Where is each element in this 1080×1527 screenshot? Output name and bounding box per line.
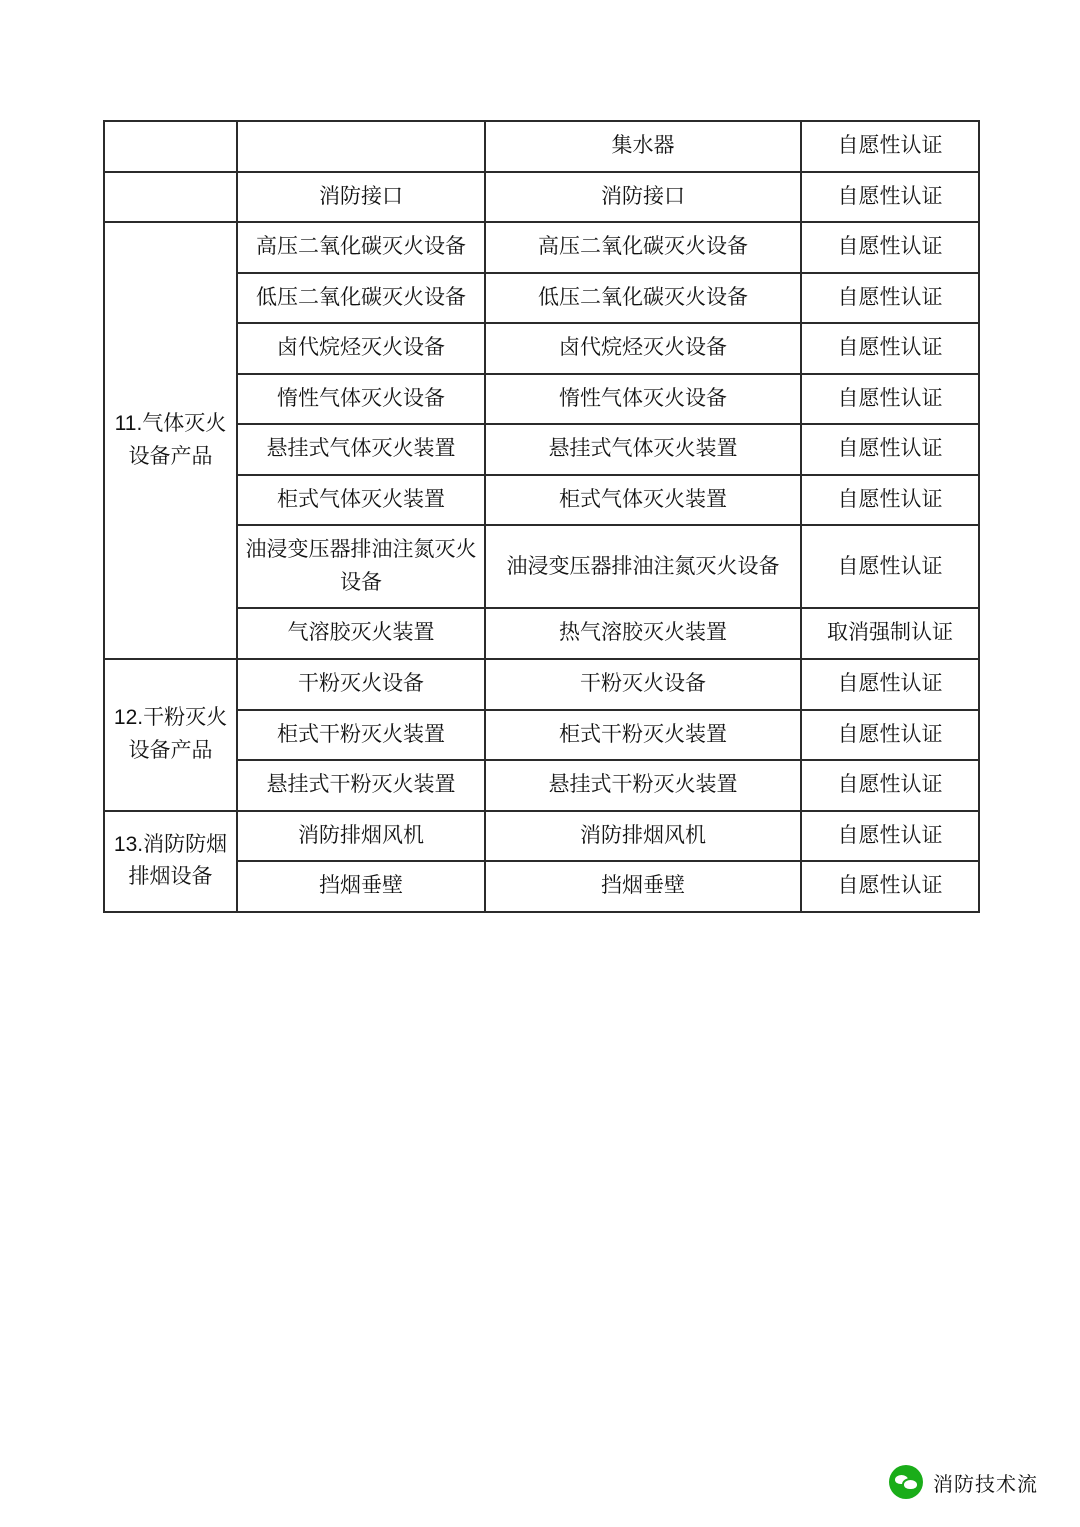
- product-spec-cell: [485, 374, 801, 425]
- product-spec-label: 卤代烷烃灭火设备: [559, 336, 727, 360]
- account-name-label: 消防技术流: [933, 1473, 1038, 1496]
- product-name-cell: [237, 222, 485, 273]
- certification-cell: [801, 861, 979, 912]
- product-spec-label: 油浸变压器排油注氮灭火设备: [506, 554, 780, 578]
- category-label: 11.气体灭火设备产品: [114, 412, 227, 468]
- product-spec-cell: [485, 811, 801, 862]
- wechat-logo-icon: [889, 1465, 923, 1499]
- product-spec-label: 集水器: [611, 134, 675, 157]
- product-name-cell: [237, 374, 485, 425]
- product-spec-label: 挡烟垂壁: [601, 874, 685, 898]
- product-name-cell: [237, 475, 485, 526]
- table-row: [104, 222, 979, 273]
- product-spec-cell: [485, 525, 801, 608]
- certification-cell: [801, 608, 979, 659]
- product-spec-label: 悬挂式干粉灭火装置: [548, 773, 738, 797]
- certification-label: 自愿性认证: [837, 672, 943, 696]
- product-spec-label: 柜式干粉灭火装置: [559, 722, 727, 746]
- product-name-cell: [237, 608, 485, 659]
- product-name-cell: [237, 121, 485, 172]
- certification-cell: [801, 323, 979, 374]
- product-spec-label: 惰性气体灭火设备: [559, 386, 727, 410]
- certification-label: 自愿性认证: [837, 487, 943, 511]
- product-name-label: 低压二氧化碳灭火设备: [256, 285, 466, 309]
- certification-label: 自愿性认证: [837, 386, 943, 410]
- product-name-cell: [237, 811, 485, 862]
- product-name-label: 干粉灭火设备: [298, 672, 424, 696]
- certification-cell: [801, 424, 979, 475]
- category-label: 12.干粉灭火设备产品: [113, 706, 228, 762]
- product-name-label: 柜式干粉灭火装置: [277, 722, 445, 746]
- product-name-cell: [237, 273, 485, 324]
- certification-cell: [801, 659, 979, 710]
- category-cell-gas-extinguishing: [104, 222, 237, 659]
- product-name-cell: [237, 323, 485, 374]
- product-spec-cell: [485, 861, 801, 912]
- product-name-label: 消防接口: [319, 184, 403, 208]
- product-name-label: 油浸变压器排油注氮灭火设备: [245, 538, 477, 594]
- certification-label: 自愿性认证: [837, 722, 943, 746]
- category-cell-smoke-control: [104, 811, 237, 912]
- product-spec-label: 干粉灭火设备: [580, 672, 706, 696]
- product-spec-cell: [485, 424, 801, 475]
- product-name-cell: [237, 172, 485, 223]
- certification-label: 自愿性认证: [837, 437, 943, 461]
- product-spec-cell: [485, 760, 801, 811]
- certification-label: 自愿性认证: [837, 823, 943, 847]
- wechat-account-badge: [889, 1465, 1038, 1499]
- table-row: [104, 811, 979, 862]
- product-spec-cell: [485, 659, 801, 710]
- certification-cell: [801, 222, 979, 273]
- certification-cell: [801, 811, 979, 862]
- certification-table: [103, 120, 980, 913]
- product-name-label: 气溶胶灭火装置: [287, 621, 435, 645]
- product-spec-cell: [485, 121, 801, 172]
- product-name-label: 悬挂式气体灭火装置: [266, 437, 456, 461]
- product-name-label: 挡烟垂壁: [319, 874, 403, 898]
- product-spec-label: 消防接口: [601, 184, 685, 208]
- certification-label: 自愿性认证: [837, 134, 943, 157]
- product-name-label: 柜式气体灭火装置: [277, 487, 445, 511]
- certification-label: 自愿性认证: [837, 336, 943, 360]
- table-row: [104, 659, 979, 710]
- certification-label: 自愿性认证: [837, 285, 943, 309]
- product-spec-cell: [485, 608, 801, 659]
- certification-cell: [801, 374, 979, 425]
- product-spec-cell: [485, 172, 801, 223]
- product-name-label: 卤代烷烃灭火设备: [277, 336, 445, 360]
- certification-cell: [801, 525, 979, 608]
- product-name-label: 高压二氧化碳灭火设备: [256, 235, 466, 259]
- certification-label: 自愿性认证: [837, 184, 943, 208]
- product-name-cell: [237, 659, 485, 710]
- table-row: [104, 121, 979, 172]
- certification-cell: [801, 121, 979, 172]
- certification-table-container: [103, 120, 978, 913]
- certification-label: 自愿性认证: [837, 773, 943, 797]
- product-name-label: 消防排烟风机: [298, 823, 424, 847]
- certification-cell: [801, 172, 979, 223]
- certification-cell: [801, 273, 979, 324]
- product-name-cell: [237, 760, 485, 811]
- certification-cell: [801, 475, 979, 526]
- product-spec-label: 消防排烟风机: [580, 823, 706, 847]
- product-spec-cell: [485, 323, 801, 374]
- certification-label: 自愿性认证: [837, 554, 943, 578]
- product-spec-cell: [485, 475, 801, 526]
- product-name-label: 悬挂式干粉灭火装置: [266, 773, 456, 797]
- product-name-cell: [237, 424, 485, 475]
- product-spec-label: 热气溶胶灭火装置: [559, 621, 727, 645]
- certification-label: 取消强制认证: [827, 621, 953, 645]
- category-cell: [104, 121, 237, 172]
- product-spec-label: 低压二氧化碳灭火设备: [538, 285, 748, 309]
- certification-cell: [801, 760, 979, 811]
- product-name-cell: [237, 525, 485, 608]
- certification-cell: [801, 710, 979, 761]
- category-cell: [104, 172, 237, 223]
- table-row: [104, 172, 979, 223]
- product-name-cell: [237, 861, 485, 912]
- product-spec-label: 高压二氧化碳灭火设备: [538, 235, 748, 259]
- product-spec-cell: [485, 273, 801, 324]
- category-cell-dry-powder: [104, 659, 237, 811]
- certification-label: 自愿性认证: [837, 874, 943, 898]
- product-spec-label: 柜式气体灭火装置: [559, 487, 727, 511]
- product-spec-cell: [485, 710, 801, 761]
- product-spec-cell: [485, 222, 801, 273]
- certification-label: 自愿性认证: [837, 235, 943, 259]
- category-label: 13.消防防烟排烟设备: [113, 832, 228, 889]
- product-name-cell: [237, 710, 485, 761]
- product-name-label: 惰性气体灭火设备: [277, 386, 445, 410]
- product-spec-label: 悬挂式气体灭火装置: [548, 437, 738, 461]
